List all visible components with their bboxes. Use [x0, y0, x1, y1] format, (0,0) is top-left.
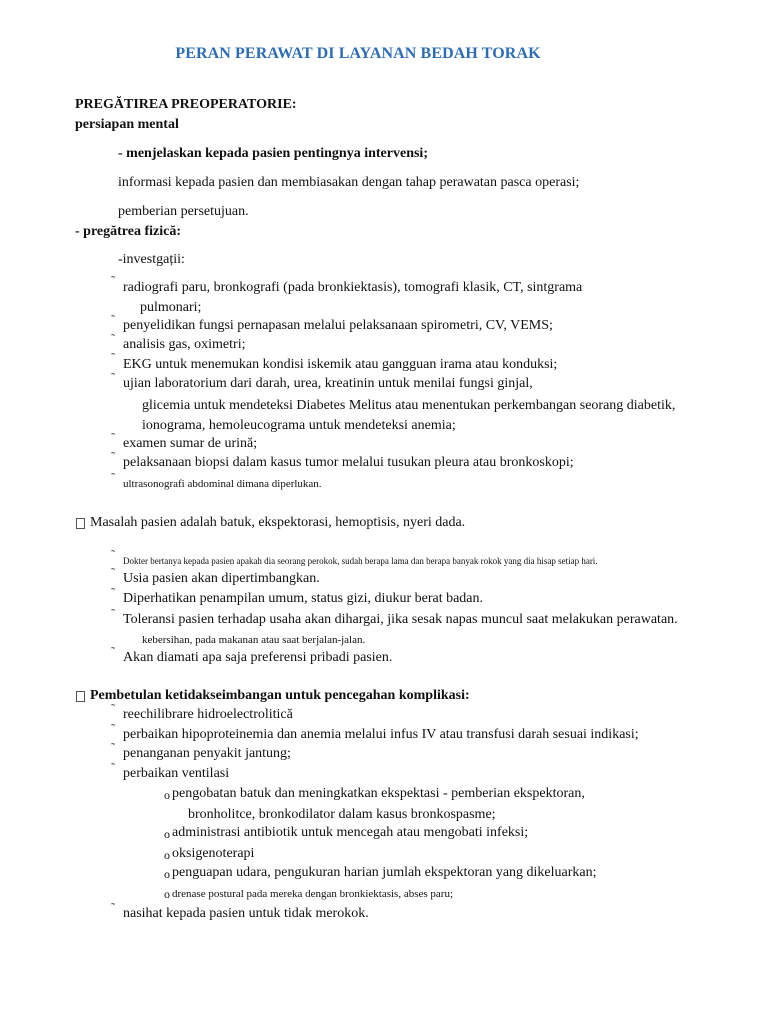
tilde-bullet-icon: ˜ — [111, 740, 115, 754]
tilde-bullet-icon: ˜ — [111, 331, 115, 345]
problem-item: Toleransi pasien terhadap usaha akan dihargai, jika sesak napas muncul saat melakukan perawatan. — [123, 612, 678, 627]
investigation-item: penyelidikan fungsi pernapasan melalui pelaksanaan spirometri, CV, VEMS; — [123, 318, 553, 333]
final-item: nasihat kepada pasien untuk tidak merokok. — [123, 906, 369, 921]
investigation-item: ionograma, hemoleucograma untuk mendeteksi anemia; — [142, 418, 456, 433]
tilde-bullet-icon: ˜ — [111, 273, 115, 287]
section-heading-preoperative: PREGĂTIREA PREOPERATORIE: — [75, 97, 297, 112]
checkbox-square-icon — [76, 691, 85, 702]
circle-bullet-icon: o — [164, 848, 170, 862]
tilde-bullet-icon: ˜ — [111, 470, 115, 484]
circle-bullet-icon: o — [164, 788, 170, 802]
investigation-item: glicemia untuk mendeteksi Diabetes Melitus atau menentukan perkembangan seorang diabetik, — [142, 398, 676, 413]
subsection-physical: - pregătrea fizică: — [75, 224, 181, 239]
ventilation-item: pengobatan batuk dan meningkatkan ekspektasi - pemberian ekspektoran, — [172, 786, 585, 801]
ventilation-item: penguapan udara, pengukuran harian jumlah ekspektoran yang dikeluarkan; — [172, 865, 597, 880]
tilde-bullet-icon: ˜ — [111, 900, 115, 914]
circle-bullet-icon: o — [164, 867, 170, 881]
problems-heading: Masalah pasien adalah batuk, ekspektorasi, hemoptisis, nyeri dada. — [90, 515, 466, 530]
problem-item: Dokter bertanya kepada pasien apakah dia seorang perokok, sudah berapa lama dan berapa banyak rokok yang dia hisap setiap hari. — [123, 556, 598, 566]
tilde-bullet-icon: ˜ — [111, 449, 115, 463]
problem-item: Diperhatikan penampilan umum, status gizi, diukur berat badan. — [123, 591, 484, 606]
correction-item: perbaikan hipoproteinemia dan anemia melalui infus IV atau transfusi darah sesuai indikasi; — [123, 727, 639, 742]
tilde-bullet-icon: ˜ — [111, 547, 115, 561]
tilde-bullet-icon: ˜ — [111, 760, 115, 774]
correction-item: penanganan penyakit jantung; — [123, 746, 291, 761]
tilde-bullet-icon: ˜ — [111, 312, 115, 326]
tilde-bullet-icon: ˜ — [111, 430, 115, 444]
investigation-item: ultrasonografi abdominal dimana diperlukan. — [123, 478, 322, 490]
investigation-item: pulmonari; — [140, 300, 202, 315]
tilde-bullet-icon: ˜ — [111, 350, 115, 364]
investigation-item: EKG untuk menemukan kondisi iskemik atau gangguan irama atau konduksi; — [123, 357, 558, 372]
circle-bullet-icon: o — [164, 887, 170, 901]
tilde-bullet-icon: ˜ — [111, 565, 115, 579]
ventilation-item: administrasi antibiotik untuk mencegah atau mengobati infeksi; — [172, 825, 529, 840]
investigation-item: ujian laboratorium dari darah, urea, kreatinin untuk menilai fungsi ginjal, — [123, 376, 533, 391]
investigation-item: examen sumar de urină; — [123, 436, 258, 451]
investigation-item: radiografi paru, bronkografi (pada bronkiektasis), tomografi klasik, CT, sintgrama — [123, 280, 583, 295]
tilde-bullet-icon: ˜ — [111, 606, 115, 620]
mental-item: pemberian persetujuan. — [118, 204, 249, 219]
problem-item: Akan diamati apa saja preferensi pribadi pasien. — [123, 650, 393, 665]
investigation-item: analisis gas, oximetri; — [123, 337, 246, 352]
tilde-bullet-icon: ˜ — [111, 370, 115, 384]
ventilation-item: oksigenoterapi — [172, 846, 255, 861]
investigation-item: pelaksanaan biopsi dalam kasus tumor melalui tusukan pleura atau bronkoskopi; — [123, 455, 574, 470]
subsection-mental: persiapan mental — [75, 117, 179, 132]
ventilation-item: bronholitce, bronkodilator dalam kasus bronkospasme; — [188, 807, 496, 822]
ventilation-item: drenase postural pada mereka dengan bronkiektasis, abses paru; — [172, 888, 454, 900]
problem-item: kebersihan, pada makanan atau saat berjalan-jalan. — [142, 634, 366, 646]
tilde-bullet-icon: ˜ — [111, 721, 115, 735]
tilde-bullet-icon: ˜ — [111, 585, 115, 599]
correction-item: perbaikan ventilasi — [123, 766, 230, 781]
checkbox-square-icon — [76, 518, 85, 529]
investigations-label: -investgații: — [118, 252, 185, 267]
correction-heading: Pembetulan ketidakseimbangan untuk pencegahan komplikasi: — [90, 688, 470, 703]
document-title: PERAN PERAWAT DI LAYANAN BEDAH TORAK — [175, 45, 541, 62]
tilde-bullet-icon: ˜ — [111, 644, 115, 658]
mental-item: informasi kepada pasien dan membiasakan dengan tahap perawatan pasca operasi; — [118, 175, 580, 190]
problem-item: Usia pasien akan dipertimbangkan. — [123, 571, 320, 586]
tilde-bullet-icon: ˜ — [111, 701, 115, 715]
circle-bullet-icon: o — [164, 827, 170, 841]
correction-item: reechilibrare hidroelectrolitică — [123, 707, 293, 722]
mental-item: - menjelaskan kepada pasien pentingnya intervensi; — [118, 146, 428, 161]
